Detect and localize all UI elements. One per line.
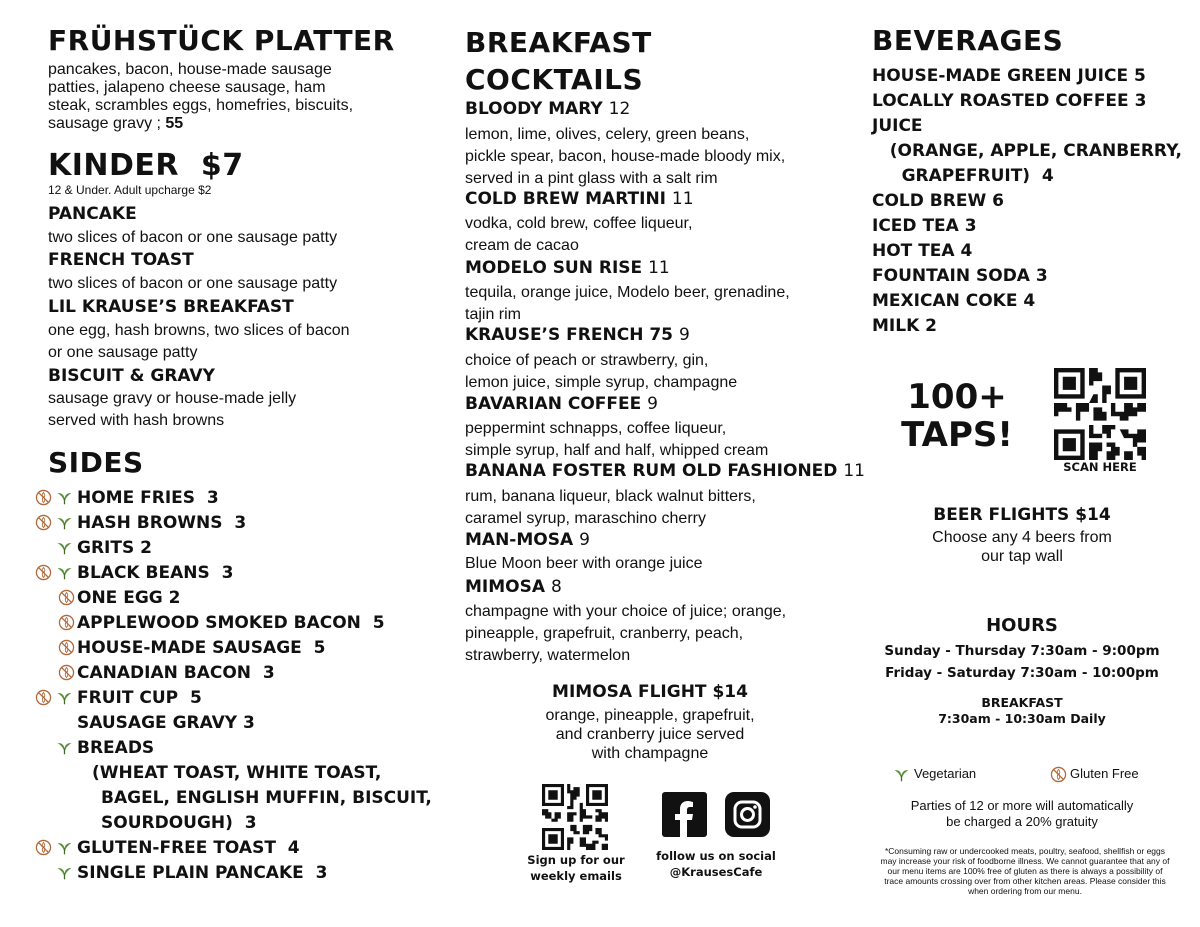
mimosa-flight-title: MIMOSA FLIGHT $14 — [552, 682, 748, 702]
cocktail-desc: champagne with your choice of juice; orange, pineapple, grapefruit, cranberry, peach, strawberry, watermelon — [465, 603, 787, 664]
beverage-item: FOUNTAIN SODA 3 — [872, 266, 1048, 286]
legend-vegetarian: Vegetarian — [914, 766, 977, 781]
cocktail-desc: Blue Moon beer with orange juice — [465, 555, 703, 572]
facebook-icon[interactable] — [662, 792, 707, 837]
beverage-item: MILK 2 — [872, 316, 937, 336]
cocktails-title: COCKTAILS — [465, 63, 644, 96]
cocktail-name: MAN-MOSA 9 — [465, 530, 590, 550]
side-item: (WHEAT TOAST, WHITE TOAST, — [92, 763, 382, 783]
kinder-item-desc: two slices of bacon or one sausage patty — [48, 275, 338, 292]
kinder-note: 12 & Under. Adult upcharge $2 — [48, 183, 212, 197]
vegetarian-icon — [56, 489, 73, 506]
legend-gluten-free: Gluten Free — [1070, 766, 1139, 781]
beverage-item: (ORANGE, APPLE, CRANBERRY, — [872, 141, 1183, 161]
cocktail-name: MIMOSA 8 — [465, 577, 562, 597]
side-item: HASH BROWNS 3 — [77, 513, 247, 533]
cocktail-desc: lemon, lime, olives, celery, green beans, pickle spear, bacon, house-made bloody mix, served in a pint glass with a salt rim — [465, 126, 786, 187]
cocktail-name: BAVARIAN COFFEE 9 — [465, 394, 658, 414]
kinder-item-name: BISCUIT & GRAVY — [48, 366, 215, 386]
instagram-icon[interactable] — [725, 792, 770, 837]
beverage-item: MEXICAN COKE 4 — [872, 291, 1036, 311]
gratuity-note: Parties of 12 or more will automatically be charged a 20% gratuity — [910, 798, 1134, 829]
kinder-item-desc: served with hash browns — [48, 412, 225, 429]
side-item: GRITS 2 — [77, 538, 152, 558]
side-item: BLACK BEANS 3 — [77, 563, 234, 583]
side-item: HOME FRIES 3 — [77, 488, 219, 508]
cocktail-name: BLOODY MARY 12 — [465, 99, 631, 119]
gluten-free-icon — [35, 564, 52, 581]
hours-line: Sunday - Thursday 7:30am - 9:00pm — [884, 643, 1160, 659]
kinder-item-name: PANCAKE — [48, 204, 137, 224]
side-item: SOURDOUGH) 3 — [101, 813, 257, 833]
mimosa-flight-desc: orange, pineapple, grapefruit, and cranberry juice served with champagne — [545, 707, 755, 762]
kinder-item-name: FRENCH TOAST — [48, 250, 194, 270]
breakfast-hours-title: BREAKFAST — [981, 695, 1063, 710]
kinder-title: KINDER $7 — [48, 148, 244, 183]
beer-flights-desc: Choose any 4 beers from our tap wall — [932, 529, 1112, 565]
beverage-item: HOUSE-MADE GREEN JUICE 5 — [872, 66, 1146, 86]
side-item: GLUTEN-FREE TOAST 4 — [77, 838, 300, 858]
vegetarian-icon — [56, 864, 73, 881]
scan-here-label: SCAN HERE — [1063, 460, 1137, 474]
gluten-free-icon — [58, 589, 75, 606]
hours-line: Friday - Saturday 7:30am - 10:00pm — [885, 665, 1159, 681]
kinder-item-desc: two slices of bacon or one sausage patty — [48, 229, 338, 246]
cocktail-name: BANANA FOSTER RUM OLD FASHIONED 11 — [465, 461, 865, 481]
side-item: BREADS — [77, 738, 155, 758]
kinder-item-desc: one egg, hash browns, two slices of bacon — [48, 322, 350, 339]
vegetarian-icon — [56, 564, 73, 581]
tap-list-qr-code[interactable] — [1054, 368, 1146, 460]
social-caption: follow us on social @KrausesCafe — [656, 849, 776, 879]
side-item: SAUSAGE GRAVY 3 — [77, 713, 255, 733]
gluten-free-icon — [58, 614, 75, 631]
beer-flights-title: BEER FLIGHTS $14 — [933, 505, 1111, 525]
side-item: BAGEL, ENGLISH MUFFIN, BISCUIT, — [101, 788, 432, 808]
cocktail-name: COLD BREW MARTINI 11 — [465, 189, 694, 209]
side-item: FRUIT CUP 5 — [77, 688, 202, 708]
kinder-item-desc: or one sausage patty — [48, 344, 198, 361]
side-item: SINGLE PLAIN PANCAKE 3 — [77, 863, 328, 883]
side-item: HOUSE-MADE SAUSAGE 5 — [77, 638, 326, 658]
cocktail-desc: choice of peach or strawberry, gin, lemon juice, simple syrup, champagne — [465, 352, 738, 391]
breakfast-hours: 7:30am - 10:30am Daily — [938, 711, 1106, 726]
cocktail-desc: peppermint schnapps, coffee liqueur, simple syrup, half and half, whipped cream — [465, 420, 769, 459]
beverage-item: HOT TEA 4 — [872, 241, 973, 261]
side-item: ONE EGG 2 — [77, 588, 181, 608]
fruhstuck-title: FRÜHSTÜCK PLATTER — [48, 24, 395, 57]
side-item: APPLEWOOD SMOKED BACON 5 — [77, 613, 385, 633]
gluten-free-icon — [58, 639, 75, 656]
cocktails-title: BREAKFAST — [465, 26, 652, 59]
beverage-item: GRAPEFRUIT) 4 — [872, 166, 1054, 186]
kinder-item-desc: sausage gravy or house-made jelly — [48, 390, 297, 407]
cocktail-desc: vodka, cold brew, coffee liqueur, cream de cacao — [465, 215, 693, 254]
beverage-item: JUICE — [872, 116, 923, 136]
newsletter-caption: Sign up for our weekly emails — [527, 853, 625, 883]
gluten-free-icon — [35, 839, 52, 856]
beverage-item: COLD BREW 6 — [872, 191, 1004, 211]
gluten-free-icon — [35, 689, 52, 706]
disclaimer: *Consuming raw or undercooked meats, poultry, seafood, shellfish or eggs may increase your risk of foodborne illness. We cannot guarantee that any of our menu items are 100% free of gluten as there is always a possibility of trace amounts crossing over from other kitchen areas. Please consider this when ordering from our menu. — [880, 846, 1170, 896]
fruhstuck-desc: pancakes, bacon, house-made sausage patties, jalapeno cheese sausage, ham steak, scrambles eggs, homefries, biscuits, sausage gravy ; 55 — [48, 61, 354, 132]
gluten-free-icon — [35, 514, 52, 531]
beverages-title: BEVERAGES — [872, 24, 1064, 57]
gluten-free-icon — [58, 664, 75, 681]
vegetarian-icon — [56, 839, 73, 856]
newsletter-qr-code[interactable] — [542, 784, 608, 850]
gluten-free-icon — [1050, 766, 1067, 783]
cocktail-desc: tequila, orange juice, Modelo beer, grenadine, tajin rim — [465, 284, 790, 323]
gluten-free-icon — [35, 489, 52, 506]
vegetarian-icon — [56, 689, 73, 706]
fruhstuck-price: 55 — [165, 115, 184, 132]
sides-title: SIDES — [48, 446, 144, 479]
cocktail-name: MODELO SUN RISE 11 — [465, 258, 670, 278]
cocktail-name: KRAUSE’S FRENCH 75 9 — [465, 325, 690, 345]
beverage-item: LOCALLY ROASTED COFFEE 3 — [872, 91, 1147, 111]
kinder-item-name: LIL KRAUSE’S BREAKFAST — [48, 297, 294, 317]
beverage-item: ICED TEA 3 — [872, 216, 977, 236]
cocktail-desc: rum, banana liqueur, black walnut bitters, caramel syrup, maraschino cherry — [465, 488, 756, 527]
vegetarian-icon — [56, 739, 73, 756]
hours-title: HOURS — [986, 615, 1058, 636]
vegetarian-icon — [56, 539, 73, 556]
vegetarian-icon — [893, 766, 910, 783]
vegetarian-icon — [56, 514, 73, 531]
side-item: CANADIAN BACON 3 — [77, 663, 275, 683]
taps-heading: 100+ TAPS! — [901, 377, 1013, 455]
kinder-price: $7 — [200, 148, 244, 183]
